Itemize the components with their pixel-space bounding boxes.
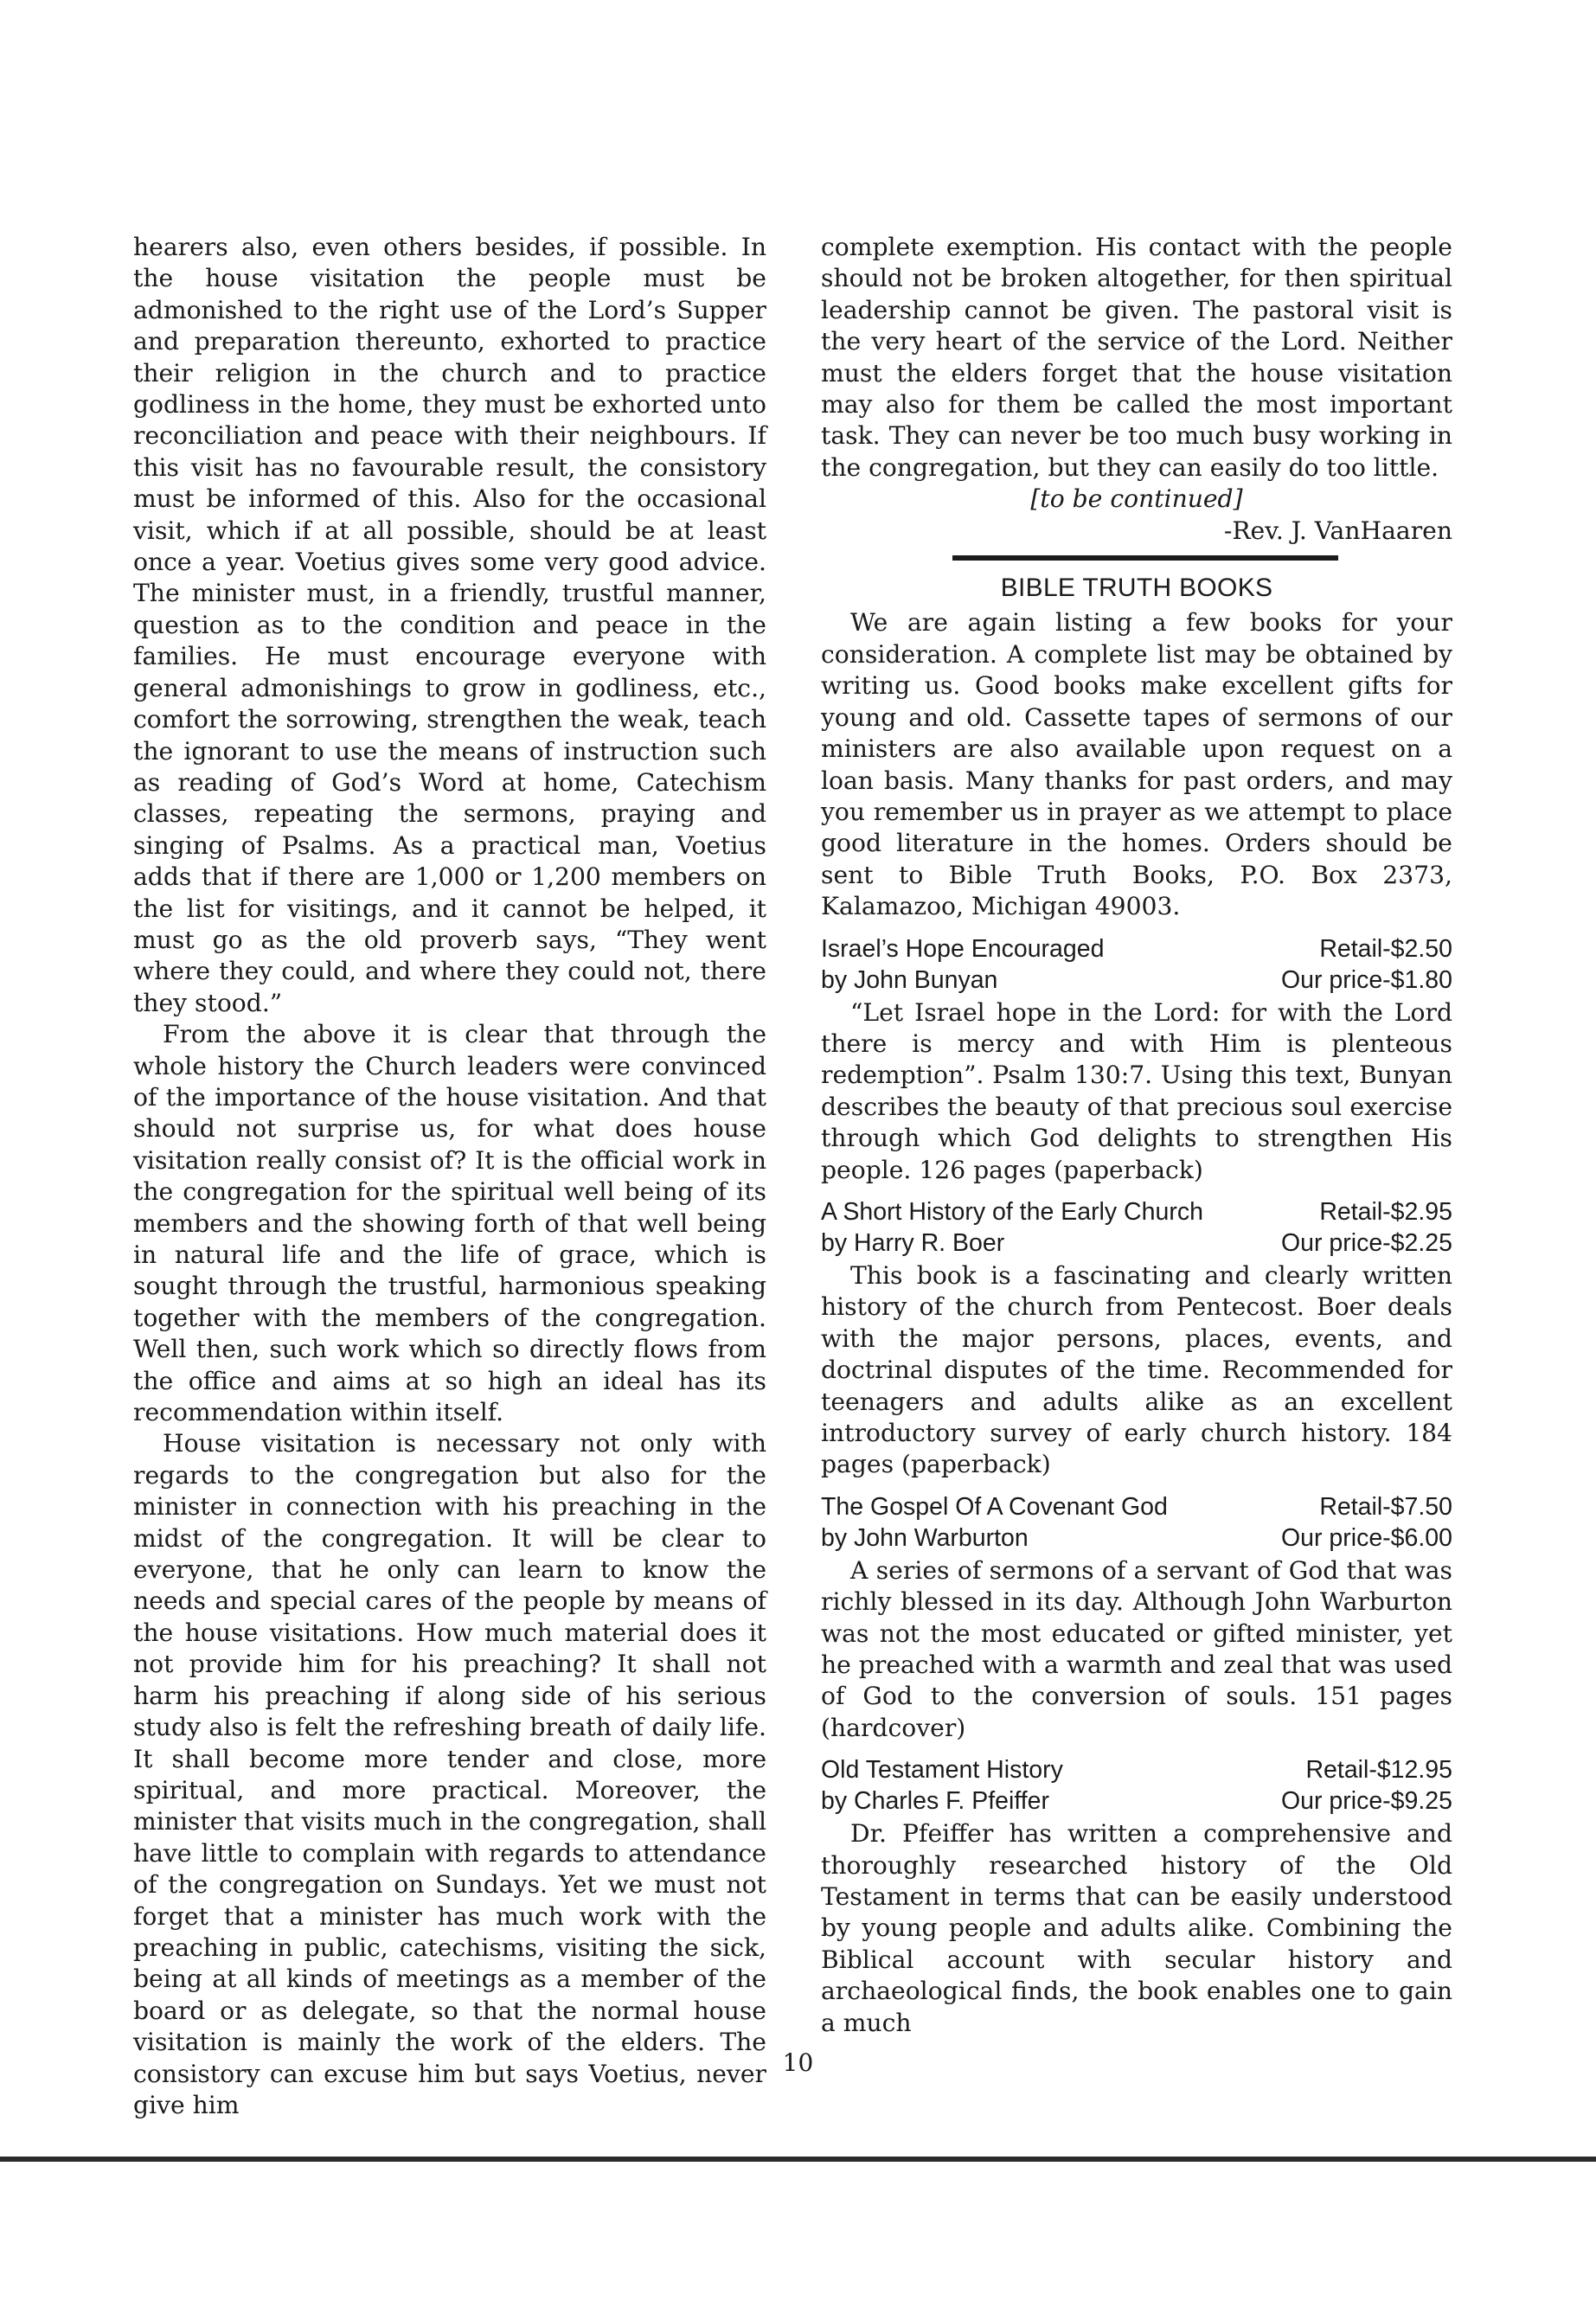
book-our-price: Our price-$2.25 xyxy=(1280,1228,1452,1257)
book-title: Israel’s Hope Encouraged xyxy=(821,934,1105,963)
section-title: BIBLE TRUTH BOOKS xyxy=(1000,574,1273,603)
article-ending: complete exemption. His contact with the people should not be broken altogether, for then spiritual leadership cannot be given. The pastoral visit is the very heart of the service of the Lord. Neither must the elders forget that the house visitation may also for them be called the most important task. They can never be too much busy working in the congregation, but they can easily do too little. xyxy=(821,233,1452,482)
book-description: Dr. Pfeiffer has written a comprehensive and thoroughly researched history of the Old Testament in terms that can be easily understood by young people and adults alike. Combining the Biblical account with secular history and archaeological finds, the book enables one to gain a much xyxy=(821,1819,1452,2037)
book-description: This book is a fascinating and clearly written history of the church from Pentecost. Boer deals with the major persons, places, events, and doctrinal disputes of the time. Recommended for teenagers and adults alike as an excellent introductory survey of early church history. 184 pages (paperback) xyxy=(821,1260,1452,1479)
paragraph: From the above it is clear that through the whole history the Church leaders were convinced of the importance of the house visitation. And that should not surprise us, for what does house visitation really consist of? It is the official work in the congregation for the spiritual well being of its members and the showing forth of that well being in natural life and the life of grace, which is sought through the trustful, harmonious speaking together with the members of the congregation. Well then, such work which so directly flows from the office and aims at so high an ideal has its recommendation within itself. xyxy=(133,1020,766,1427)
book-author-line xyxy=(821,1227,1452,1259)
scan-margin-bottom xyxy=(0,2162,1596,2301)
book-retail-price: Retail-$12.95 xyxy=(1305,1756,1452,1785)
book-title: A Short History of the Early Church xyxy=(821,1197,1203,1226)
book-description: A series of sermons of a servant of God that was richly blessed in its day. Although John Warburton was not the most educated or gifted minister, yet he preached with a warmth and zeal that was used of God to the conversion of souls. 151 pages (hardcover) xyxy=(821,1555,1452,1742)
book-title-line xyxy=(821,1196,1452,1227)
book-description: “Let Israel hope in the Lord: for with the Lord there is mercy and with Him is plenteous redemption”. Psalm 130:7. Using this text, Bunyan describes the beauty of that precious soul exercise through which God delights to strengthen His people. 126 pages (paperback) xyxy=(821,997,1452,1184)
book-author: by Charles F. Pfeiffer xyxy=(821,1787,1050,1816)
book-title-line xyxy=(821,933,1452,965)
book-author: by John Warburton xyxy=(821,1523,1029,1552)
book-entry xyxy=(821,1754,1452,2039)
book-author: by John Bunyan xyxy=(821,965,998,994)
book-retail-price: Retail-$2.95 xyxy=(1319,1197,1452,1226)
paragraph: House visitation is necessary not only with regards to the congregation but also for the minister in connection with his preaching in the midst of the congregation. It will be clear to everyone, that he only can learn to know the needs and special cares of the people by means of the house visitations. How much material does it not provide him for his preaching? It shall not harm his preaching if along side of his serious study also is felt the refreshing breath of daily life. It shall become more tender and close, more spiritual, and more practical. Moreover, the minister that visits much in the congregation, shall have little to complain with regards to attendance of the congregation on Sundays. Yet we must not forget that a minister has much work with the preaching in public, catechisms, visiting the sick, being at all kinds of meetings as a member of the board or as delegate, so that the normal house visitation is mainly the work of the elders. The consistory can excuse him but says Voetius, never give him xyxy=(133,1429,766,2119)
scan-margin-top xyxy=(0,0,1596,121)
book-retail-price: Retail-$2.50 xyxy=(1319,934,1452,963)
book-title: Old Testament History xyxy=(821,1756,1063,1785)
book-author-line xyxy=(821,965,1452,996)
book-author: by Harry R. Boer xyxy=(821,1228,1005,1257)
book-entry xyxy=(821,933,1452,1186)
section-divider xyxy=(952,555,1338,561)
book-our-price: Our price-$1.80 xyxy=(1280,965,1452,994)
right-column xyxy=(821,232,1452,2039)
book-our-price: Our price-$9.25 xyxy=(1280,1787,1452,1816)
book-entry xyxy=(821,1196,1452,1481)
author-signature: -Rev. J. VanHaaren xyxy=(1223,516,1452,545)
book-author-line xyxy=(821,1522,1452,1554)
book-title-line xyxy=(821,1491,1452,1522)
book-title: The Gospel Of A Covenant God xyxy=(821,1492,1168,1521)
page-number: 10 xyxy=(782,2048,814,2077)
paragraph: hearers also, even others besides, if possible. In the house visitation the people must be admonished to the right use of the Lord’s Supper and preparation thereunto, exhorted to practice their religion in the church and to practice godliness in the home, they must be exhorted unto reconciliation and peace with their neighbours. If this visit has no favourable result, the consistory must be informed of this. Also for the occasional visit, which if at all possible, should be at least once a year. Voetius gives some very good advice. The minister must, in a friendly, trustful manner, question as to the condition and peace in the families. He must encourage everyone with general admonishings to grow in godliness, etc., comfort the sorrowing, strengthen the weak, teach the ignorant to use the means of instruction such as reading of God’s Word at home, Catechism classes, repeating the sermons, praying and singing of Psalms. As a practical man, Voetius adds that if there are 1,000 or 1,200 members on the list for visitings, and it cannot be helped, it must go as the old proverb says, “They went where they could, and where they could not, there they stood.” xyxy=(133,233,766,1017)
left-column xyxy=(133,232,766,2121)
book-retail-price: Retail-$7.50 xyxy=(1319,1492,1452,1521)
book-author-line xyxy=(821,1785,1452,1817)
books-intro: We are again listing a few books for your consideration. A complete list may be obtained by writing us. Good books make excellent gifts for young and old. Cassette tapes of sermons of our ministers are also available upon request on a loan basis. Many thanks for past orders, and may you remember us in prayer as we attempt to place good literature in the homes. Orders should be sent to Bible Truth Books, P.O. Box 2373, Kalamazoo, Michigan 49003. xyxy=(821,608,1452,921)
book-title-line xyxy=(821,1754,1452,1785)
continued-note: [to be continued] xyxy=(1030,484,1243,514)
book-our-price: Our price-$6.00 xyxy=(1280,1523,1452,1552)
book-entry xyxy=(821,1491,1452,1744)
